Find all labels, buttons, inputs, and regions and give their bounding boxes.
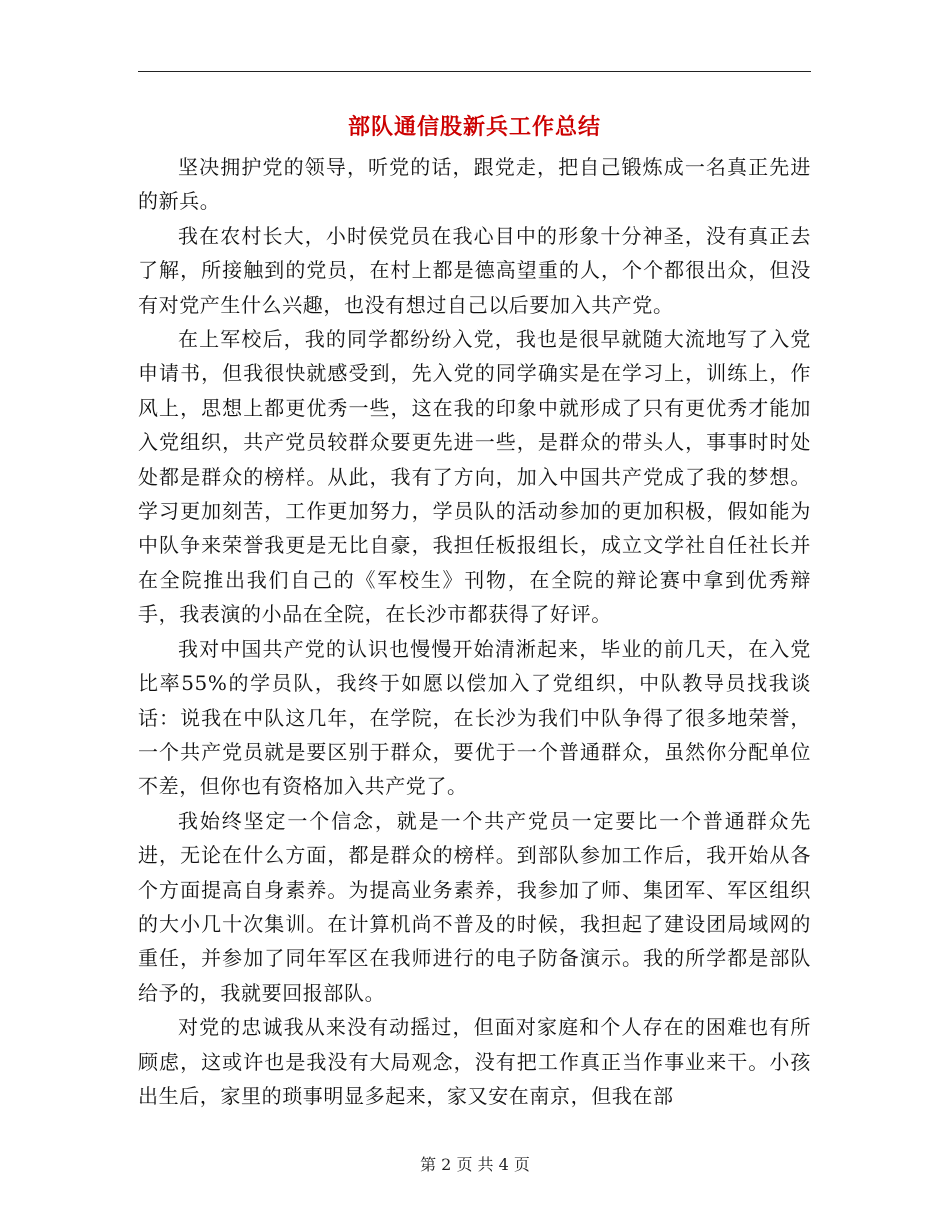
paragraph: 坚决拥护党的领导，听党的话，跟党走，把自己锻炼成一名真正先进的新兵。 [138,155,811,214]
document-title: 部队通信股新兵工作总结 [347,114,601,140]
document-body [138,150,811,1113]
paragraph: 在上军校后，我的同学都纷纷入党，我也是很早就随大流地写了入党申请书，但我很快就感受到，先入党的同学确实是在学习上，训练上，作风上，思想上都更优秀一些，这在我的印象中就形成了只有更优秀才能加入党组织，共产党员较群众要更先进一些，是群众的带头人，事事时时处处都是群众的榜样。从此，我有了方向，加入中国共产党成了我的梦想。学习更加刻苦，工作更加努力，学员队的活动参加的更加积极，假如能为中队争来荣誉我更是无比自豪，我担任板报组长，成立文学社自任社长并在全院推出我们自己的《军校生》刊物，在全院的辩论赛中拿到优秀辩手，我表演的小品在全院，在长沙市都获得了好评。 [138,327,811,627]
paragraph: 对党的忠诚我从来没有动摇过，但面对家庭和个人存在的困难也有所顾虑，这或许也是我没有大局观念，没有把工作真正当作事业来干。小孩出生后，家里的琐事明显多起来，家又安在南京，但我在部 [138,1015,811,1108]
page-number: 第 2 页 共 4 页 [420,1155,530,1174]
paragraph: 我始终坚定一个信念，就是一个共产党员一定要比一个普通群众先进，无论在什么方面，都是群众的榜样。到部队参加工作后，我开始从各个方面提高自身素养。为提高业务素养，我参加了师、集团军、军区组织的大小几十次集训。在计算机尚不普及的时候，我担起了建设团局域网的重任，并参加了同年军区在我师进行的电子防备演示。我的所学都是部队给予的，我就要回报部队。 [138,808,811,1005]
paragraph: 我对中国共产党的认识也慢慢开始清淅起来，毕业的前几天，在入党比率55%的学员队，我终于如愿以偿加入了党组织，中队教导员找我谈话：说我在中队这几年，在学院，在长沙为我们中队争得了很多地荣誉，一个共产党员就是要区别于群众，要优于一个普通群众，虽然你分配单位不差，但你也有资格加入共产党了。 [138,636,811,799]
paragraph: 我在农村长大，小时侯党员在我心目中的形象十分神圣，没有真正去了解，所接触到的党员，在村上都是德高望重的人，个个都很出众，但没有对党产生什么兴趣，也没有想过自己以后要加入共产党。 [138,223,811,317]
header-rule [138,71,811,72]
